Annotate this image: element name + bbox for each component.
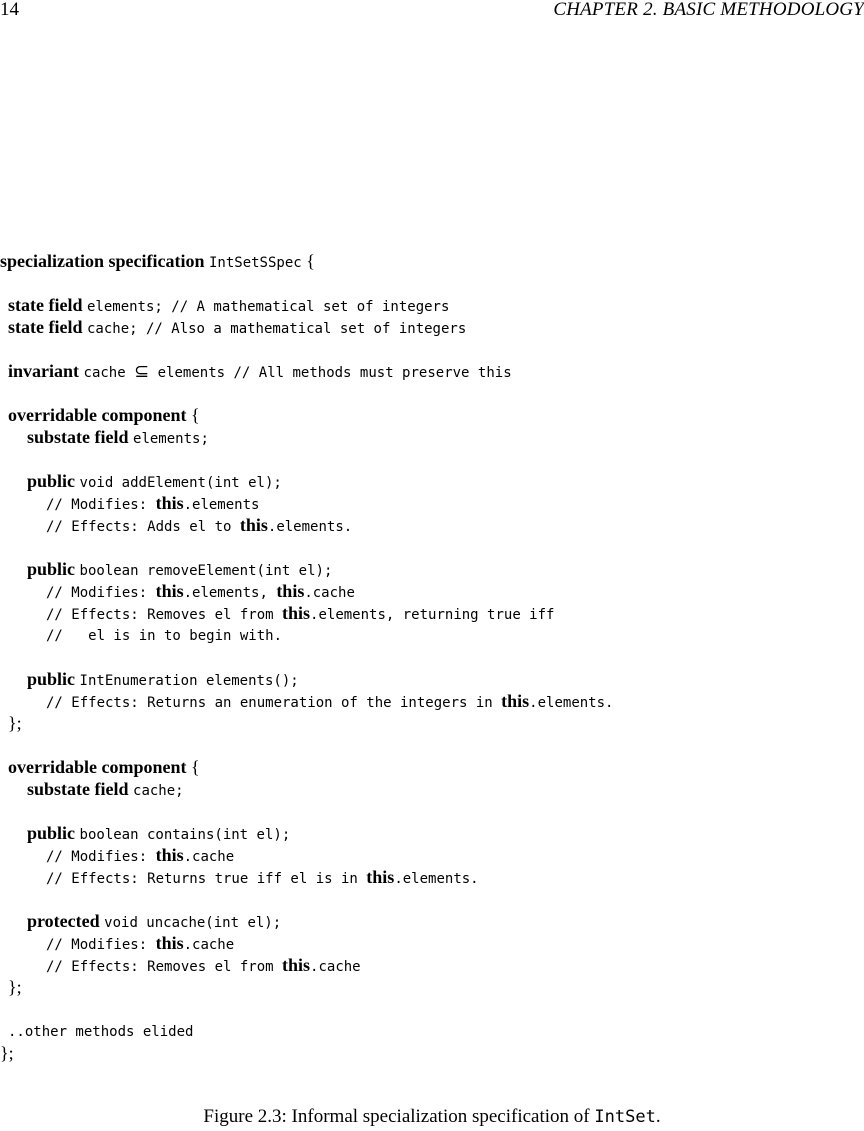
code-text: .cache: [183, 849, 235, 865]
code-text: .cache: [310, 959, 361, 975]
code-line: [27, 470, 282, 492]
code-line: [46, 624, 282, 646]
symbol: {: [190, 405, 200, 425]
code-text: // Modifies:: [46, 497, 156, 513]
code-line: [46, 866, 479, 888]
code-text: .elements: [183, 497, 260, 513]
keyword: substate field: [27, 779, 134, 799]
figure-caption: [0, 1104, 864, 1130]
keyword: this: [155, 933, 184, 953]
keyword: this: [282, 603, 311, 623]
code-line: [46, 514, 352, 536]
code-text: .elements.: [267, 519, 353, 535]
keyword: public: [27, 669, 80, 689]
code-text: // Modifies:: [46, 849, 156, 865]
code-text: elements // All methods must preserve this: [149, 365, 512, 381]
keyword: public: [27, 559, 80, 579]
code-text: IntEnumeration elements();: [79, 673, 299, 689]
keyword: this: [282, 955, 311, 975]
code-line: [8, 360, 512, 382]
code-line: [27, 910, 281, 932]
code-text: elements; // A mathematical set of integers: [86, 299, 450, 315]
running-head: CHAPTER 2. BASIC METHODOLOGY: [553, 0, 864, 20]
code-text: // Effects: Adds el to: [46, 519, 240, 535]
code-text: .elements, returning true iff: [310, 607, 555, 623]
keyword: substate field: [27, 427, 134, 447]
code-line: [0, 1042, 14, 1064]
code-line: [0, 250, 315, 272]
code-line: [27, 558, 332, 580]
code-text: .elements.: [394, 871, 479, 887]
keyword: specialization specification: [0, 251, 209, 271]
code-text: boolean contains(int el);: [79, 827, 291, 843]
symbol: {: [190, 757, 200, 777]
keyword: state field: [8, 295, 87, 315]
code-line: [8, 756, 200, 778]
code-text: .cache: [183, 937, 235, 953]
code-line: [8, 294, 449, 316]
code-line: [46, 690, 613, 712]
code-line: [8, 976, 22, 998]
code-line: [46, 954, 361, 976]
code-line: [46, 932, 234, 954]
keyword: overridable component: [8, 757, 191, 777]
keyword: this: [155, 845, 184, 865]
keyword: this: [239, 515, 268, 535]
caption-end: .: [655, 1106, 661, 1127]
code-line: [46, 492, 259, 514]
keyword: this: [276, 581, 305, 601]
code-text: cache;: [133, 783, 184, 799]
caption-code: IntSet: [594, 1107, 656, 1127]
keyword: public: [27, 471, 80, 491]
code-line: [27, 668, 299, 690]
symbol: };: [8, 977, 22, 997]
code-line: [8, 1020, 193, 1042]
page-number: 14: [0, 0, 19, 20]
code-text: // Effects: Returns true iff el is in: [46, 871, 367, 887]
code-text: IntSetSSpec: [208, 255, 302, 271]
code-line: [8, 316, 466, 338]
code-text: void addElement(int el);: [79, 475, 282, 491]
keyword: this: [155, 581, 184, 601]
symbol: ⊆: [134, 361, 150, 381]
code-text: ..other methods elided: [8, 1024, 194, 1040]
symbol: };: [0, 1043, 14, 1063]
code-text: .cache: [304, 585, 355, 601]
keyword: this: [366, 867, 395, 887]
code-text: // Effects: Removes el from: [46, 607, 283, 623]
code-line: [8, 404, 200, 426]
code-text: boolean removeElement(int el);: [79, 563, 333, 579]
code-line: [46, 844, 234, 866]
code-line: [27, 778, 184, 800]
keyword: invariant: [8, 361, 84, 381]
page-header: [0, 0, 864, 23]
code-text: cache: [83, 365, 135, 381]
keyword: public: [27, 823, 80, 843]
keyword: state field: [8, 317, 87, 337]
code-line: [46, 602, 554, 624]
code-line: [27, 426, 209, 448]
caption-text: Figure 2.3: Informal specialization specification of: [203, 1106, 595, 1127]
code-line: [27, 822, 290, 844]
code-text: elements;: [133, 431, 209, 447]
code-text: // Modifies:: [46, 937, 156, 953]
keyword: this: [501, 691, 530, 711]
code-line: [46, 580, 355, 602]
code-text: cache; // Also a mathematical set of integers: [86, 321, 467, 337]
code-text: void uncache(int el);: [104, 915, 282, 931]
code-text: .elements,: [183, 585, 277, 601]
keyword: this: [155, 493, 184, 513]
keyword: protected: [27, 911, 105, 931]
keyword: overridable component: [8, 405, 191, 425]
code-line: [8, 712, 22, 734]
code-text: // Effects: Returns an enumeration of the integers in: [46, 695, 502, 711]
symbol: };: [8, 713, 22, 733]
code-text: // Modifies:: [46, 585, 156, 601]
code-text: // el is in to begin with.: [46, 628, 283, 644]
symbol: {: [301, 251, 315, 271]
code-text: // Effects: Removes el from: [46, 959, 283, 975]
code-text: .elements.: [529, 695, 614, 711]
